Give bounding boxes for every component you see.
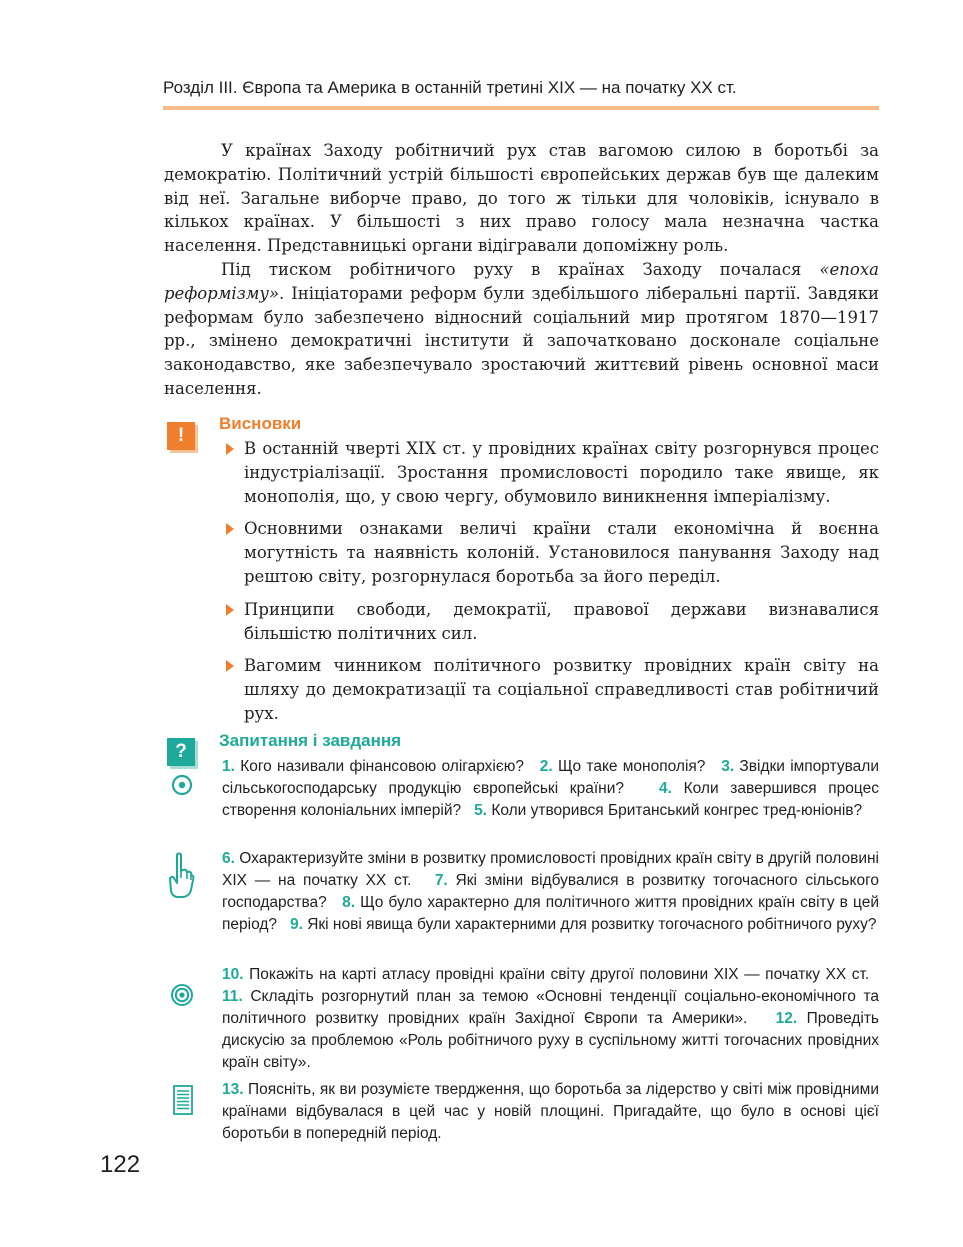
triangle-bullet-icon	[226, 443, 234, 455]
paragraph-2	[164, 258, 879, 401]
questions-group-3: 10. Покажіть на карті атласу провідні країни світу другої половини XIX — початку XX ст. 11. Складіть розгорнутий план за темою «Основні тенденції соціально-економічного та політичного розвитку провідних країн Західної Європи та Америки». 12. Проведіть дискусію за проблемою «Роль робітничого руху в суспільному житті тогочасних провідних країн світу».	[222, 966, 880, 1071]
pointing-hand-icon	[166, 852, 196, 902]
reformism-term: «епоха реформізму»	[164, 259, 879, 303]
paragraph-2-end: . Ініціаторами реформ були здебільшого ліберальні партії. Завдяки реформам було забезпечено відносний соціальний мир протягом 1870—1917 рр., змінено демократичні інститути й започатковано досконале соціальне законодавство, яке забезпечувало зростаючий життєвий рівень основної маси населення.	[164, 283, 879, 398]
conclusion-item: Вагомим чинником політичного розвитку провідних країн світу на шляху до демократизації та соціальної справедливості став робітничий рух.	[222, 654, 879, 725]
triangle-bullet-icon	[226, 604, 234, 616]
questions-group-2: 6. Охарактеризуйте зміни в розвитку промисловості провідних країн світу в другій половині XIX — на початку XX ст. 7. Які зміни відбувалися в розвитку тогочасного сільського господарства? 8. Що було характерно для політичного життя провідних країн світу в цей період? 9. Які нові явища були характерними для розвитку тогочасного робітничого руху?	[222, 850, 880, 933]
target-icon	[170, 983, 194, 1007]
exclamation-icon: !	[167, 422, 195, 450]
paragraph-2-start: Під тиском робітничого руху в країнах Заходу почалася	[221, 259, 820, 279]
conclusions-list	[222, 437, 879, 735]
header-rule	[163, 106, 879, 110]
conclusion-item: Основними ознаками величі країни стали економічна й воєнна могутність та наявність колоній. Установилося панування Заходу над рештою світу, розгорнулася боротьба за його переділ.	[222, 517, 879, 588]
conclusions-title: Висновки	[219, 414, 302, 433]
questions-group-4: 13. Поясніть, як ви розумієте твердження, що боротьба за лідерство у світі між провідними країнами відбувалася в цей час у новій площині. Пригадайте, що було в основі цієї боротьби в попередній період.	[222, 1081, 880, 1142]
conclusion-item: Принципи свободи, демократії, правової держави визнавалися більшістю політичних сил.	[222, 598, 879, 646]
circle-dot-icon	[171, 774, 193, 796]
document-icon	[172, 1084, 194, 1116]
triangle-bullet-icon	[226, 523, 234, 535]
main-text	[164, 139, 879, 401]
triangle-bullet-icon	[226, 660, 234, 672]
conclusion-item: В останній чверті XIX ст. у провідних країнах світу розгорнувся процес індустріалізації. Зростання промисловості породило таке явище, як монополія, що, у свою чергу, обумовило виникнення імперіалізму.	[222, 437, 879, 508]
paragraph-1: У країнах Заходу робітничий рух став вагомою силою в боротьбі за демократію. Політичний устрій більшості європейських держав був ще далеким від неї. Загальне виборче право, до того ж тільки для чоловіків, існувало в кількох країнах. У більшості з них право голосу мала незначна частка населення. Представницькі органи відігравали допоміжну роль.	[164, 141, 879, 256]
questions-title: Запитання і завдання	[219, 731, 402, 750]
question-mark-icon: ?	[167, 738, 195, 766]
chapter-header: Розділ III. Європа та Америка в останній третині XIX — на початку XX ст.	[163, 78, 737, 97]
questions-group-1: 1. Кого називали фінансовою олігархією? 2. Що таке монополія? 3. Звідки імпортували сільськогосподарську продукцію європейські країни? 4. Коли завершився процес створення колоніальних імперій? 5. Коли утворився Британський конгрес тред-юніонів?	[222, 758, 879, 819]
page-number: 122	[100, 1151, 141, 1178]
